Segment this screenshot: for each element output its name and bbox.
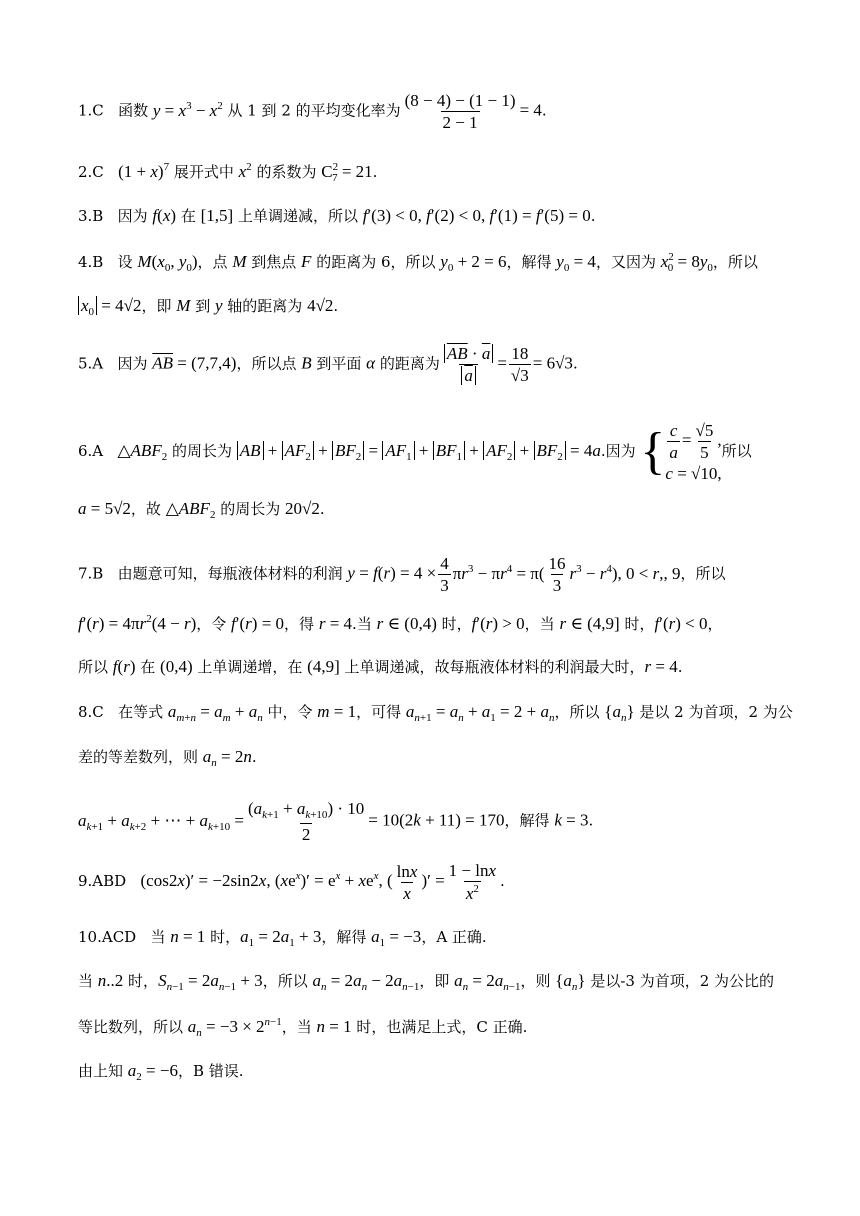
answer-7-number: 7.B — [78, 564, 104, 583]
answer-4-line2: $x_0 = 4√2$，即 M 到 y 轴的距离为 4√2. — [78, 297, 338, 318]
answer-6-line2: a = 5√2，故 $\triangle ABF_2$ 的周长为 20√2. — [78, 499, 325, 521]
answer-7-line3: 所以 f(r) 在 (0,4) 上单调递增，在 (4,9] 上单调递减，故每瓶液体材料的利润最大时，r = 4. — [78, 657, 683, 676]
answer-8-line3: $a_{k+1} + a_{k+2}$ + ⋯ + $a_{k+10}$ = $\frac{(a_{k+1} + a_{k+10}) \cdot 10}{2}$ = 10(2k + 11) = 170，解得 k = 3. — [78, 799, 594, 844]
answer-4-number: 4.B — [78, 253, 104, 271]
answer-3: 3.B 因为 f(x) 在 [1,5] 上单调递减，所以 f′(3) < 0, f′(2) < 0, f′(1) = f′(5) = 0. — [78, 206, 596, 225]
answer-10-line1: 10.ACD 当 n = 1 时，$a_1 = 2a_1 + 3$，解得 $a_1 = -3$，A 正确. — [78, 927, 487, 949]
answer-7-line2: $f'(r) = 4\pi r^2(4 - r)$，令 f′(r) = 0，得 r = 4.当 r ∈ (0,4) 时，f′(r) > 0，当 r ∈ (4,9] 时，f′(r) < 0， — [78, 613, 723, 633]
answer-9-number: 9.ABD — [78, 872, 127, 890]
answer-6-line1: 6.A $\triangle ABF_2$ 的周长为 AB + $AF_2 + BF_2 = AF_1 + BF_1 + AF_2 + BF_2 = 4a$.因为 { $\frac{c}{a}$ = $\frac{√5}{5}$ , c = √10, 所以 — [78, 421, 752, 483]
answer-3-number: 3.B — [78, 207, 104, 225]
answer-9: 9.ABD (cos2x)′ = −2sin2x, $(xe^x)' = e^x + xe^x$, ( $\frac{\ln x}{x}$ )′ = $\frac{1 - \ln x}{x^2}$ . — [78, 861, 505, 903]
answer-4-line1: 4.B 设 $M(x_0$, $y_0$)，点 M 到焦点 F 的距离为 6，所以 $y_0 + 2 = 6$，解得 $y_0 = 4$，又因为 $x^2_0 = 8y_0$，所以 — [78, 251, 758, 274]
answer-1-number: 1.C — [78, 101, 104, 120]
answer-1: 1.C 函数 $y = x^3 - x^2$ 从 1 到 2 的平均变化率为 $\frac{(8 - 4) - (1 - 1)}{2 - 1}$ = 4. — [78, 91, 547, 132]
answer-5: 5.A 因为 $\overline{AB} = (7,7,4)$，所以点 B 到平面 α 的距离为 $\frac{\overline{AB} \cdot \overline{a}}{a}$ = $\frac{18}{√3}$ = 6√3. — [78, 344, 578, 385]
answer-8-number: 8.C — [78, 703, 104, 721]
answer-5-number: 5.A — [78, 354, 104, 373]
answer-8-line1: 8.C 在等式 $a_{m+n} = a_m + a_n$ 中，令 m = 1，可得 $a_{n+1} = a_n + a_1 = 2 + a_n$，所以 $\{a_n\}$ 是以 2 为首项，2 为公 — [78, 702, 793, 724]
answer-10-line3: 等比数列，所以 $a_n = -3 \times 2^{n-1}$，当 n = 1 时，也满足上式，C 正确. — [78, 1016, 528, 1039]
answer-8-line2: 差的等差数列，则 $a_n = 2n$. — [78, 747, 257, 769]
answer-2: 2.C $(1 + x)^7$ 展开式中 $x^2$ 的系数为 $C^2_7 = 21$. — [78, 161, 378, 184]
answer-6-number: 6.A — [78, 442, 104, 460]
answer-10-line2: 当 n..2 时，$S_{n-1} = 2a_{n-1} + 3$，所以 $a_n = 2a_n - 2a_{n-1}$，即 $a_n = 2a_{n-1}$，则 $\{a_n\}$ 是以-3 为首项，2 为公比的 — [78, 971, 775, 993]
answer-7-line1: 7.B 由题意可知，每瓶液体材料的利润 y = f(r) = 4 × $\frac{4}{3}$ $\pi r^3 - \pi r^4 = \pi$( $\frac{16}{3}$ $r^3 - r^4$), 0 < r,, 9，所以 — [78, 554, 726, 595]
answer-2-number: 2.C — [78, 163, 104, 181]
answer-10-line4: 由上知 $a_2 = -6$，B 错误. — [78, 1061, 244, 1083]
answer-10-number: 10.ACD — [78, 928, 137, 946]
